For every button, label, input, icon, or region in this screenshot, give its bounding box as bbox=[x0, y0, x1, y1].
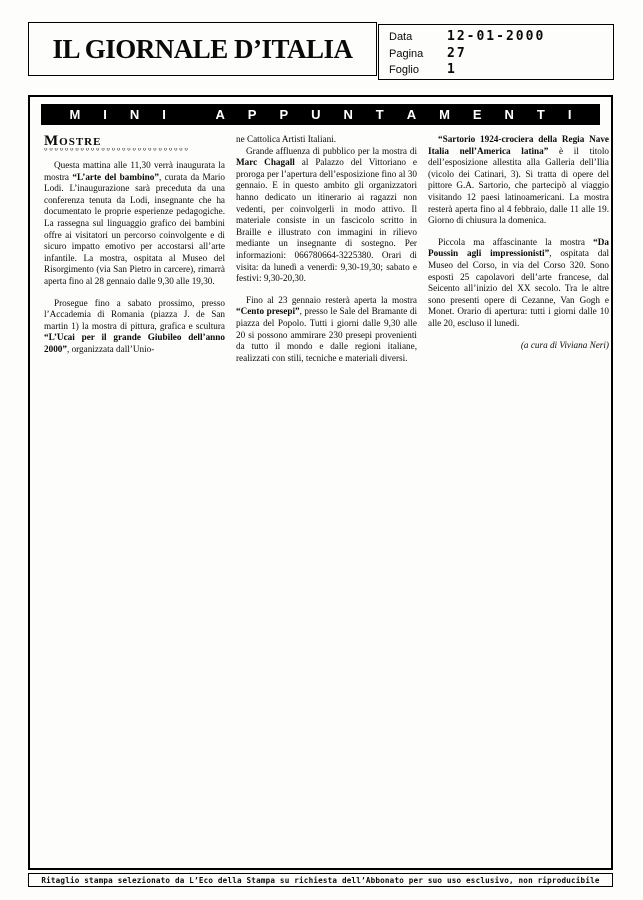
meta-label-data: Data bbox=[389, 31, 413, 43]
bold-text-run: “Cento presepi” bbox=[236, 306, 300, 317]
text-run: , organizzata dall’Unio- bbox=[66, 343, 155, 354]
meta-row-pagina bbox=[389, 46, 603, 61]
section-title: Mostre bbox=[44, 133, 102, 149]
banner-letter: I bbox=[103, 107, 107, 122]
newspaper-masthead: IL GIORNALE D’ITALIA bbox=[52, 33, 353, 64]
banner-letter: N bbox=[129, 107, 140, 122]
article-paragraph bbox=[44, 160, 225, 288]
clipping-meta-box bbox=[378, 24, 614, 80]
article-paragraph bbox=[428, 237, 609, 330]
meta-value-pagina: 27 bbox=[447, 45, 467, 61]
bold-text-run: “L’arte del bambino” bbox=[72, 171, 159, 182]
article-columns bbox=[30, 125, 611, 374]
article-frame bbox=[28, 95, 613, 870]
text-run: Prosegue fino a sabato prossimo, presso l’Accademia di Romania (piazza J. de San martin 1) la mostra di pittura, grafica e scultura bbox=[44, 297, 225, 331]
text-run: Fino al 23 gennaio resterà aperta la mostra bbox=[246, 294, 417, 305]
ornament-dots: °°°°°°°°°°°°°°°°°°°°°°°°°°°° bbox=[44, 148, 190, 155]
article-paragraph bbox=[236, 295, 417, 365]
article-column-2 bbox=[236, 134, 417, 374]
banner-letter: N bbox=[343, 107, 353, 122]
meta-value-data: 12-01-2000 bbox=[447, 29, 546, 44]
banner-letter: P bbox=[279, 107, 289, 122]
text-run: Piccola ma affascinante la mostra bbox=[438, 236, 594, 247]
bold-text-run: “L’Ucai per il grande Giubileo dell’anno 2000” bbox=[44, 332, 225, 354]
footer-disclaimer: Ritaglio stampa selezionato da L’Eco della Stampa su richiesta dell’Abbonato per suo uso esclusivo, non riproducibile bbox=[41, 875, 600, 885]
text-run: , curata da Mario Lodi. L’inaugurazione sarà preceduta da una conferenza tenuta da Lodi, insegnante che ha documentato le proprie esperienze pedagogiche. La rassegna sul linguaggio grafico dei bambini offre ai visitatori un percorso coinvolgente e di sicuro impatto emotivo per accostarsi all’arte infantile. La mostra, ospitata al Museo del Risorgimento (via San Pietro in carcere), rimarrà aperta fino al 28 gennaio dalle 9,30 alle 19,30. bbox=[44, 171, 225, 286]
meta-value-foglio: 1 bbox=[447, 62, 457, 77]
section-banner bbox=[41, 104, 600, 125]
text-run: è il titolo dell’esposizione allestita alla Galleria dell’Ilia (vicolo dei Catinari, 3). Si tratta di opere del pittore G.A. Sartorio, che partecipò al viaggio visitando 12 paesi latinoamericani. La mostra resterà aperta fino al 4 febbraio, dalle 11 alle 19. Giorno di chiusura la domenica. bbox=[428, 145, 609, 226]
text-run: al Palazzo del Vittoriano e proroga per l’apertura dell’esposizione fino al 30 gennaio. E in questo ambito gli organizzatori hanno dedicato un itinerario ai ragazzi non vedenti, per coinvolgerli in modo attivo. Il materiale consiste in un fascicolo scritto in Braille e illustrato con immagini in rilievo mediante un insegnante di sostegno. Per informazioni: 066780664-3225380. Orari di visita: da lunedì a venerdì: 9,30-19,30; sabato e festivi: 9,30-20,30. bbox=[236, 157, 418, 284]
banner-letter: M bbox=[439, 107, 450, 122]
text-run: Questa mattina alle 11,30 verrà inaugurata la mostra bbox=[44, 160, 225, 182]
article-paragraph bbox=[44, 298, 225, 356]
banner-letter: M bbox=[69, 107, 81, 122]
meta-label-foglio: Foglio bbox=[389, 64, 419, 76]
meta-row-foglio bbox=[389, 62, 603, 77]
bold-text-run: Marc Chagall bbox=[236, 157, 295, 168]
banner-letter: A bbox=[406, 107, 417, 122]
article-column-1 bbox=[44, 134, 225, 374]
meta-row-data bbox=[389, 29, 603, 44]
banner-letter: I bbox=[162, 107, 166, 122]
article-paragraph bbox=[236, 146, 417, 285]
banner-letter: A bbox=[215, 107, 225, 122]
text-run: (a cura di Viviana Neri) bbox=[520, 339, 609, 350]
text-run: Grande affluenza di pubblico per la mostra di bbox=[246, 145, 417, 156]
text-run: , ospitata dal Museo del Corso, in via del Corso 320. Sono esposti 25 capolavori dell’arte francese, dal Seicento all’inizio del XX secolo. Tra le altre sono presenti opere di Cezanne, Van Gogh e Monet. Orario di apertura: tutti i giorni dalle 10 alle 20, escluso il lunedì. bbox=[428, 248, 609, 328]
banner-letter: I bbox=[567, 107, 572, 122]
masthead-box bbox=[28, 22, 377, 76]
bold-text-run: “Sartorio 1924-crociera della Regia Nave Italia nell’America latina” bbox=[428, 134, 609, 156]
banner-letter: N bbox=[504, 107, 514, 122]
article-column-3 bbox=[428, 134, 609, 374]
banner-letter bbox=[177, 108, 204, 121]
article-paragraph bbox=[236, 134, 417, 146]
text-run: , presso le Sale del Bramante di piazza del Popolo. Tutti i giorni dalle 9,30 alle 20 si possono ammirare 230 presepi provenienti da tutto il mondo e dalle regioni italiane, realizzati con stili, tecniche e materiali diversi. bbox=[236, 306, 417, 363]
meta-label-pagina: Pagina bbox=[389, 47, 424, 60]
footer-strip bbox=[28, 873, 613, 887]
bold-text-run: “Da Poussin agli impressionisti” bbox=[428, 236, 609, 259]
banner-letter: E bbox=[472, 107, 482, 122]
banner-letter: P bbox=[247, 107, 257, 122]
text-run: ne Cattolica Artisti Italiani. bbox=[236, 134, 337, 144]
banner-letter: U bbox=[311, 107, 321, 122]
article-paragraph bbox=[428, 134, 609, 227]
article-byline bbox=[428, 340, 609, 352]
banner-letter: T bbox=[536, 107, 545, 122]
banner-letter: T bbox=[375, 107, 384, 122]
